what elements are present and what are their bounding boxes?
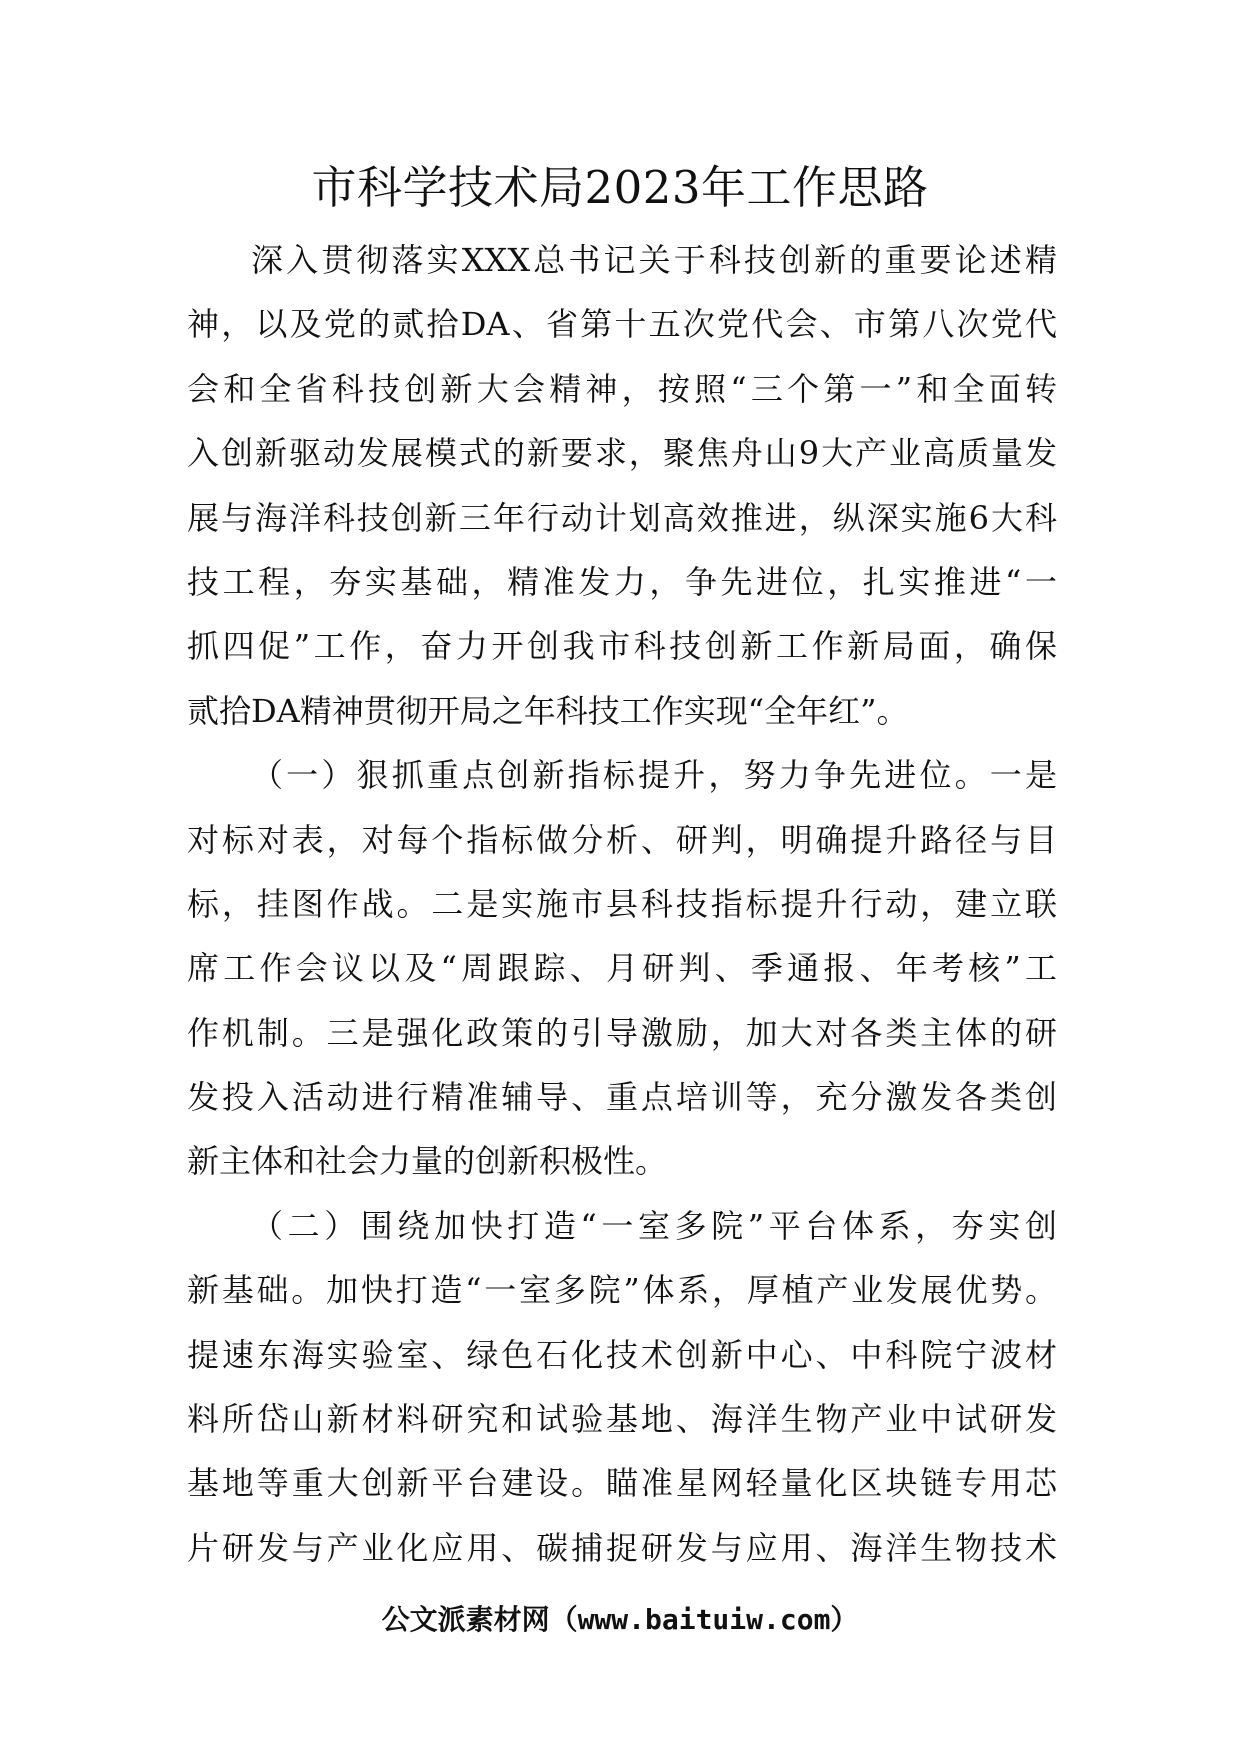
body-line: （一）狠抓重点创新指标提升，努力争先进位。一是	[251, 756, 1057, 795]
body-line: 深入贯彻落实XXX总书记关于科技创新的重要论述精	[251, 241, 1057, 279]
body-line: 对标对表，对每个指标做分析、研判，明确提升路径与目	[187, 820, 1057, 859]
body-line: 发投入活动进行精准辅导、重点培训等，充分激发各类创	[187, 1078, 1057, 1117]
footer-watermark: 公文派素材网（www.baituiw.com）	[381, 1603, 859, 1636]
body-line: 抓四促”工作，奋力开创我市科技创新工作新局面，确保	[187, 627, 1057, 666]
body-line: 神，以及党的贰拾DA、省第十五次党代会、市第八次党代	[187, 305, 1057, 344]
body-line: （二）围绕加快打造“一室多院”平台体系，夯实创	[251, 1206, 1057, 1245]
document-title: 市科学技术局2023年工作思路	[311, 161, 929, 214]
body-line: 会和全省科技创新大会精神，按照“三个第一”和全面转	[187, 369, 1057, 408]
body-line: 作机制。三是强化政策的引导激励，加大对各类主体的研	[187, 1013, 1057, 1052]
body-line: 贰拾DA精神贯彻开局之年科技工作实现“全年红”。	[187, 691, 909, 730]
body-line: 新主体和社会力量的创新积极性。	[187, 1142, 668, 1181]
body-line: 片研发与产业化应用、碳捕捉研发与应用、海洋生物技术	[187, 1528, 1057, 1567]
body-line: 标，挂图作战。二是实施市县科技指标提升行动，建立联	[187, 884, 1057, 923]
body-line: 技工程，夯实基础，精准发力，争先进位，扎实推进“一	[187, 562, 1057, 601]
body-line: 席工作会议以及“周跟踪、月研判、季通报、年考核”工	[187, 949, 1057, 988]
body-line: 料所岱山新材料研究和试验基地、海洋生物产业中试研发	[187, 1400, 1057, 1439]
document-body	[187, 228, 1057, 1580]
body-line: 新基础。加快打造“一室多院”体系，厚植产业发展优势。	[187, 1271, 1057, 1310]
body-line: 入创新驱动发展模式的新要求，聚焦舟山9大产业高质量发	[187, 434, 1057, 473]
body-line: 基地等重大创新平台建设。瞄准星网轻量化区块链专用芯	[187, 1464, 1057, 1503]
body-line: 展与海洋科技创新三年行动计划高效推进，纵深实施6大科	[187, 498, 1057, 537]
body-line: 提速东海实验室、绿色石化技术创新中心、中科院宁波材	[187, 1335, 1057, 1374]
